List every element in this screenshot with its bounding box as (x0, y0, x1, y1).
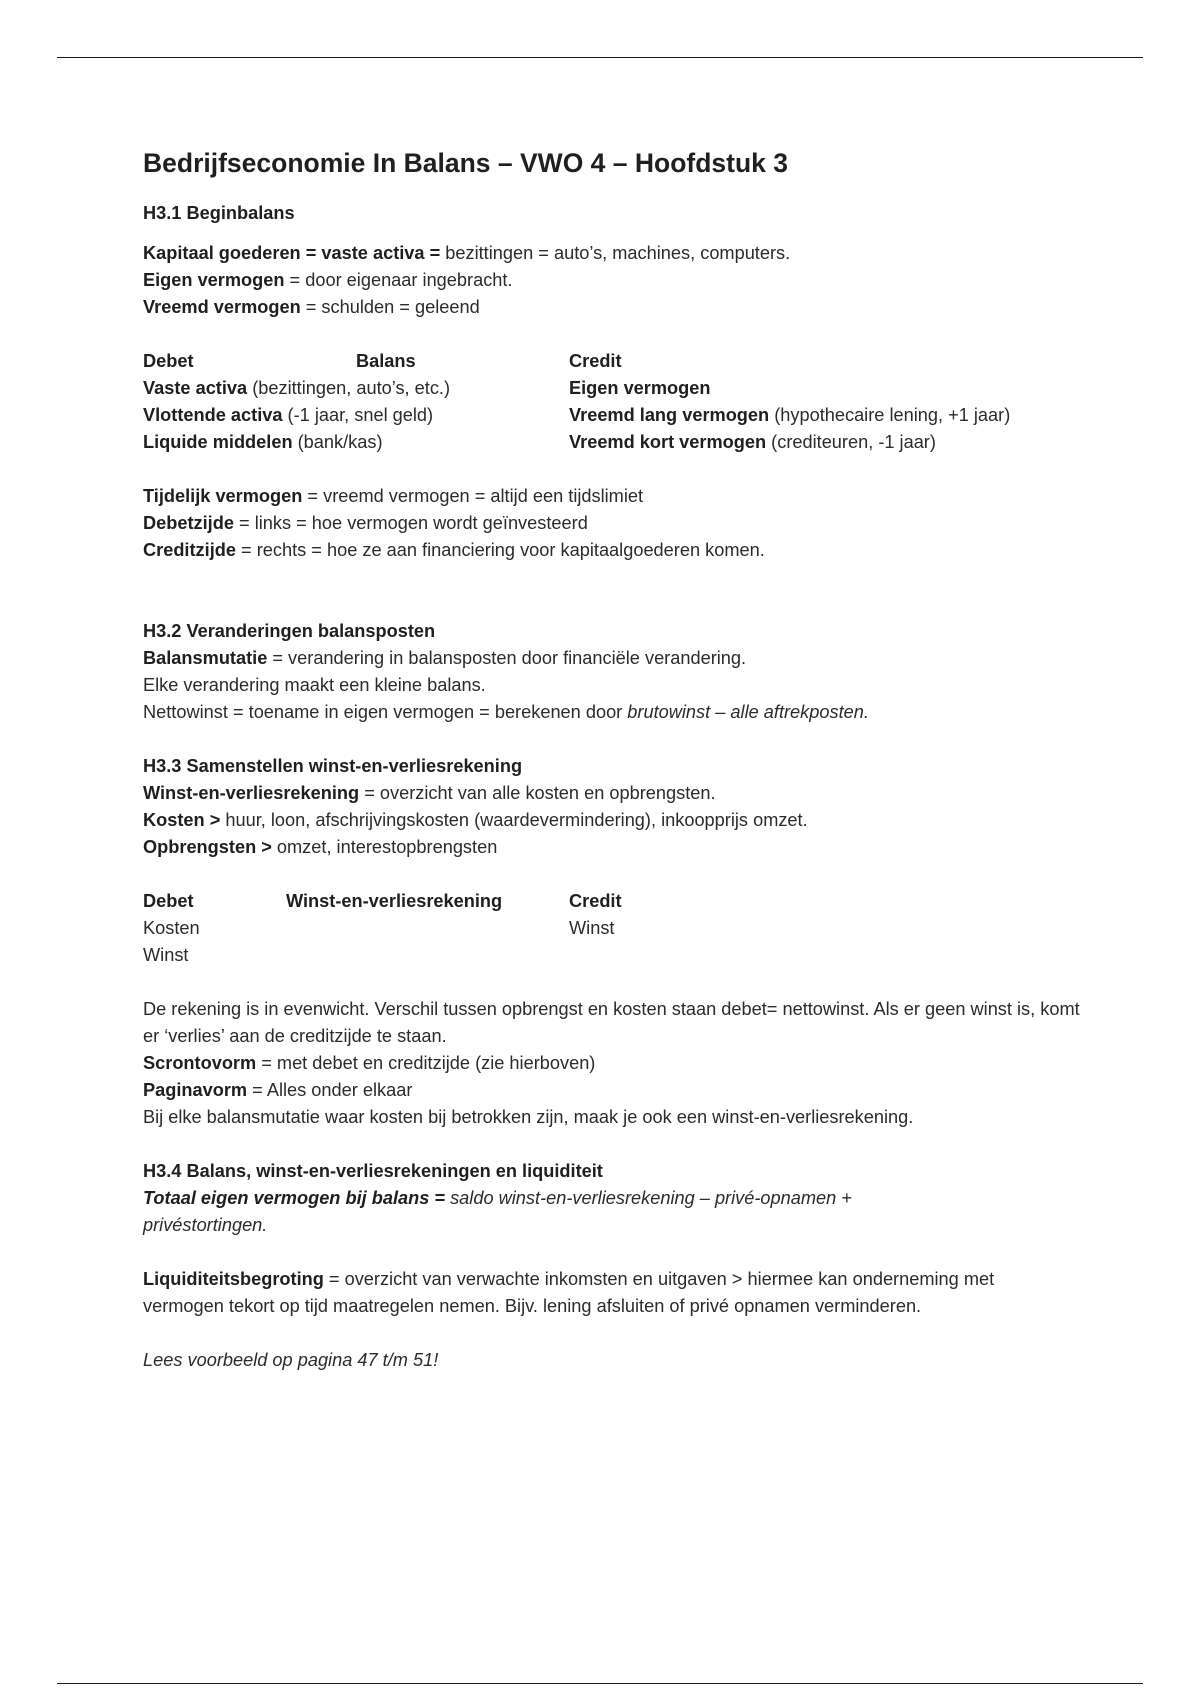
table-row: Vlottende activa (-1 jaar, snel geld) Vreemd lang vermogen (hypothecaire lening, +1 jaar) (143, 405, 1011, 425)
table-row: Kosten Winst (143, 918, 615, 938)
balans-table-header (143, 348, 1083, 375)
table-row: Winst (143, 945, 189, 965)
definition-line: Debetzijde = links = hoe vermogen wordt geïnvesteerd (143, 513, 588, 533)
debet-header: Debet (143, 351, 194, 371)
paragraph: Liquiditeitsbegroting = overzicht van verwachte inkomsten en uitgaven > hiermee kan onderneming met vermogen tekort op tijd maatregelen nemen. Bijv. lening afsluiten of privé opnamen verminderen. (143, 1269, 995, 1316)
definition-line: Scrontovorm = met debet en creditzijde (zie hierboven) (143, 1053, 596, 1073)
balans-header: Balans (356, 351, 416, 371)
definition-line: Vreemd vermogen = schulden = geleend (143, 297, 480, 317)
balans-table (143, 348, 1083, 456)
text-line: Nettowinst = toename in eigen vermogen = berekenen door brutowinst – alle aftrekposten. (143, 702, 869, 722)
definition-line: Creditzijde = rechts = hoe ze aan financiering voor kapitaalgoederen komen. (143, 540, 765, 560)
credit-header: Credit (569, 351, 622, 371)
definition-line: Kapitaal goederen = vaste activa = bezittingen = auto’s, machines, computers. (143, 243, 791, 263)
definition-line: Balansmutatie = verandering in balansposten door financiële verandering. (143, 648, 747, 668)
winst-verlies-header: Winst-en-verliesrekening (286, 891, 503, 911)
heading-h3-1: H3.1 Beginbalans (143, 203, 295, 223)
heading-h3-2: H3.2 Veranderingen balansposten (143, 621, 436, 641)
table-row: Vaste activa (bezittingen, auto’s, etc.) Eigen vermogen (143, 378, 711, 398)
text-line: Elke verandering maakt een kleine balans. (143, 675, 486, 695)
winst-verlies-table-header (143, 888, 1083, 915)
definition-line: Tijdelijk vermogen = vreemd vermogen = altijd een tijdslimiet (143, 486, 644, 506)
definition-line: Kosten > huur, loon, afschrijvingskosten (waardevermindering), inkoopprijs omzet. (143, 810, 808, 830)
winst-verlies-table (143, 888, 1083, 969)
credit-header: Credit (569, 891, 622, 911)
text-line: Bij elke balansmutatie waar kosten bij betrokken zijn, maak je ook een winst-en-verliesrekening. (143, 1107, 914, 1127)
heading-h3-3: H3.3 Samenstellen winst-en-verliesrekening (143, 756, 523, 776)
definition-line: Opbrengsten > omzet, interestopbrengsten (143, 837, 498, 857)
page-title: Bedrijfseconomie In Balans – VWO 4 – Hoofdstuk 3 (143, 148, 788, 178)
top-rule (57, 57, 1143, 58)
paragraph: De rekening is in evenwicht. Verschil tussen opbrengst en kosten staan debet= nettowinst. Als er geen winst is, komt er ‘verlies’ aan de creditzijde te staan. (143, 999, 1080, 1046)
definition-line: Eigen vermogen = door eigenaar ingebracht. (143, 270, 513, 290)
table-row: Liquide middelen (bank/kas) Vreemd kort vermogen (crediteuren, -1 jaar) (143, 432, 936, 452)
heading-h3-4: H3.4 Balans, winst-en-verliesrekeningen en liquiditeit (143, 1161, 603, 1181)
document-body (143, 146, 1083, 1374)
note-line: Lees voorbeeld op pagina 47 t/m 51! (143, 1350, 439, 1370)
bottom-rule (57, 1683, 1143, 1684)
definition-line: Paginavorm = Alles onder elkaar (143, 1080, 413, 1100)
definition-line: Winst-en-verliesrekening = overzicht van alle kosten en opbrengsten. (143, 783, 716, 803)
debet-header: Debet (143, 891, 194, 911)
formula-line: Totaal eigen vermogen bij balans = saldo winst-en-verliesrekening – privé-opnamen + privéstortingen. (143, 1188, 852, 1235)
